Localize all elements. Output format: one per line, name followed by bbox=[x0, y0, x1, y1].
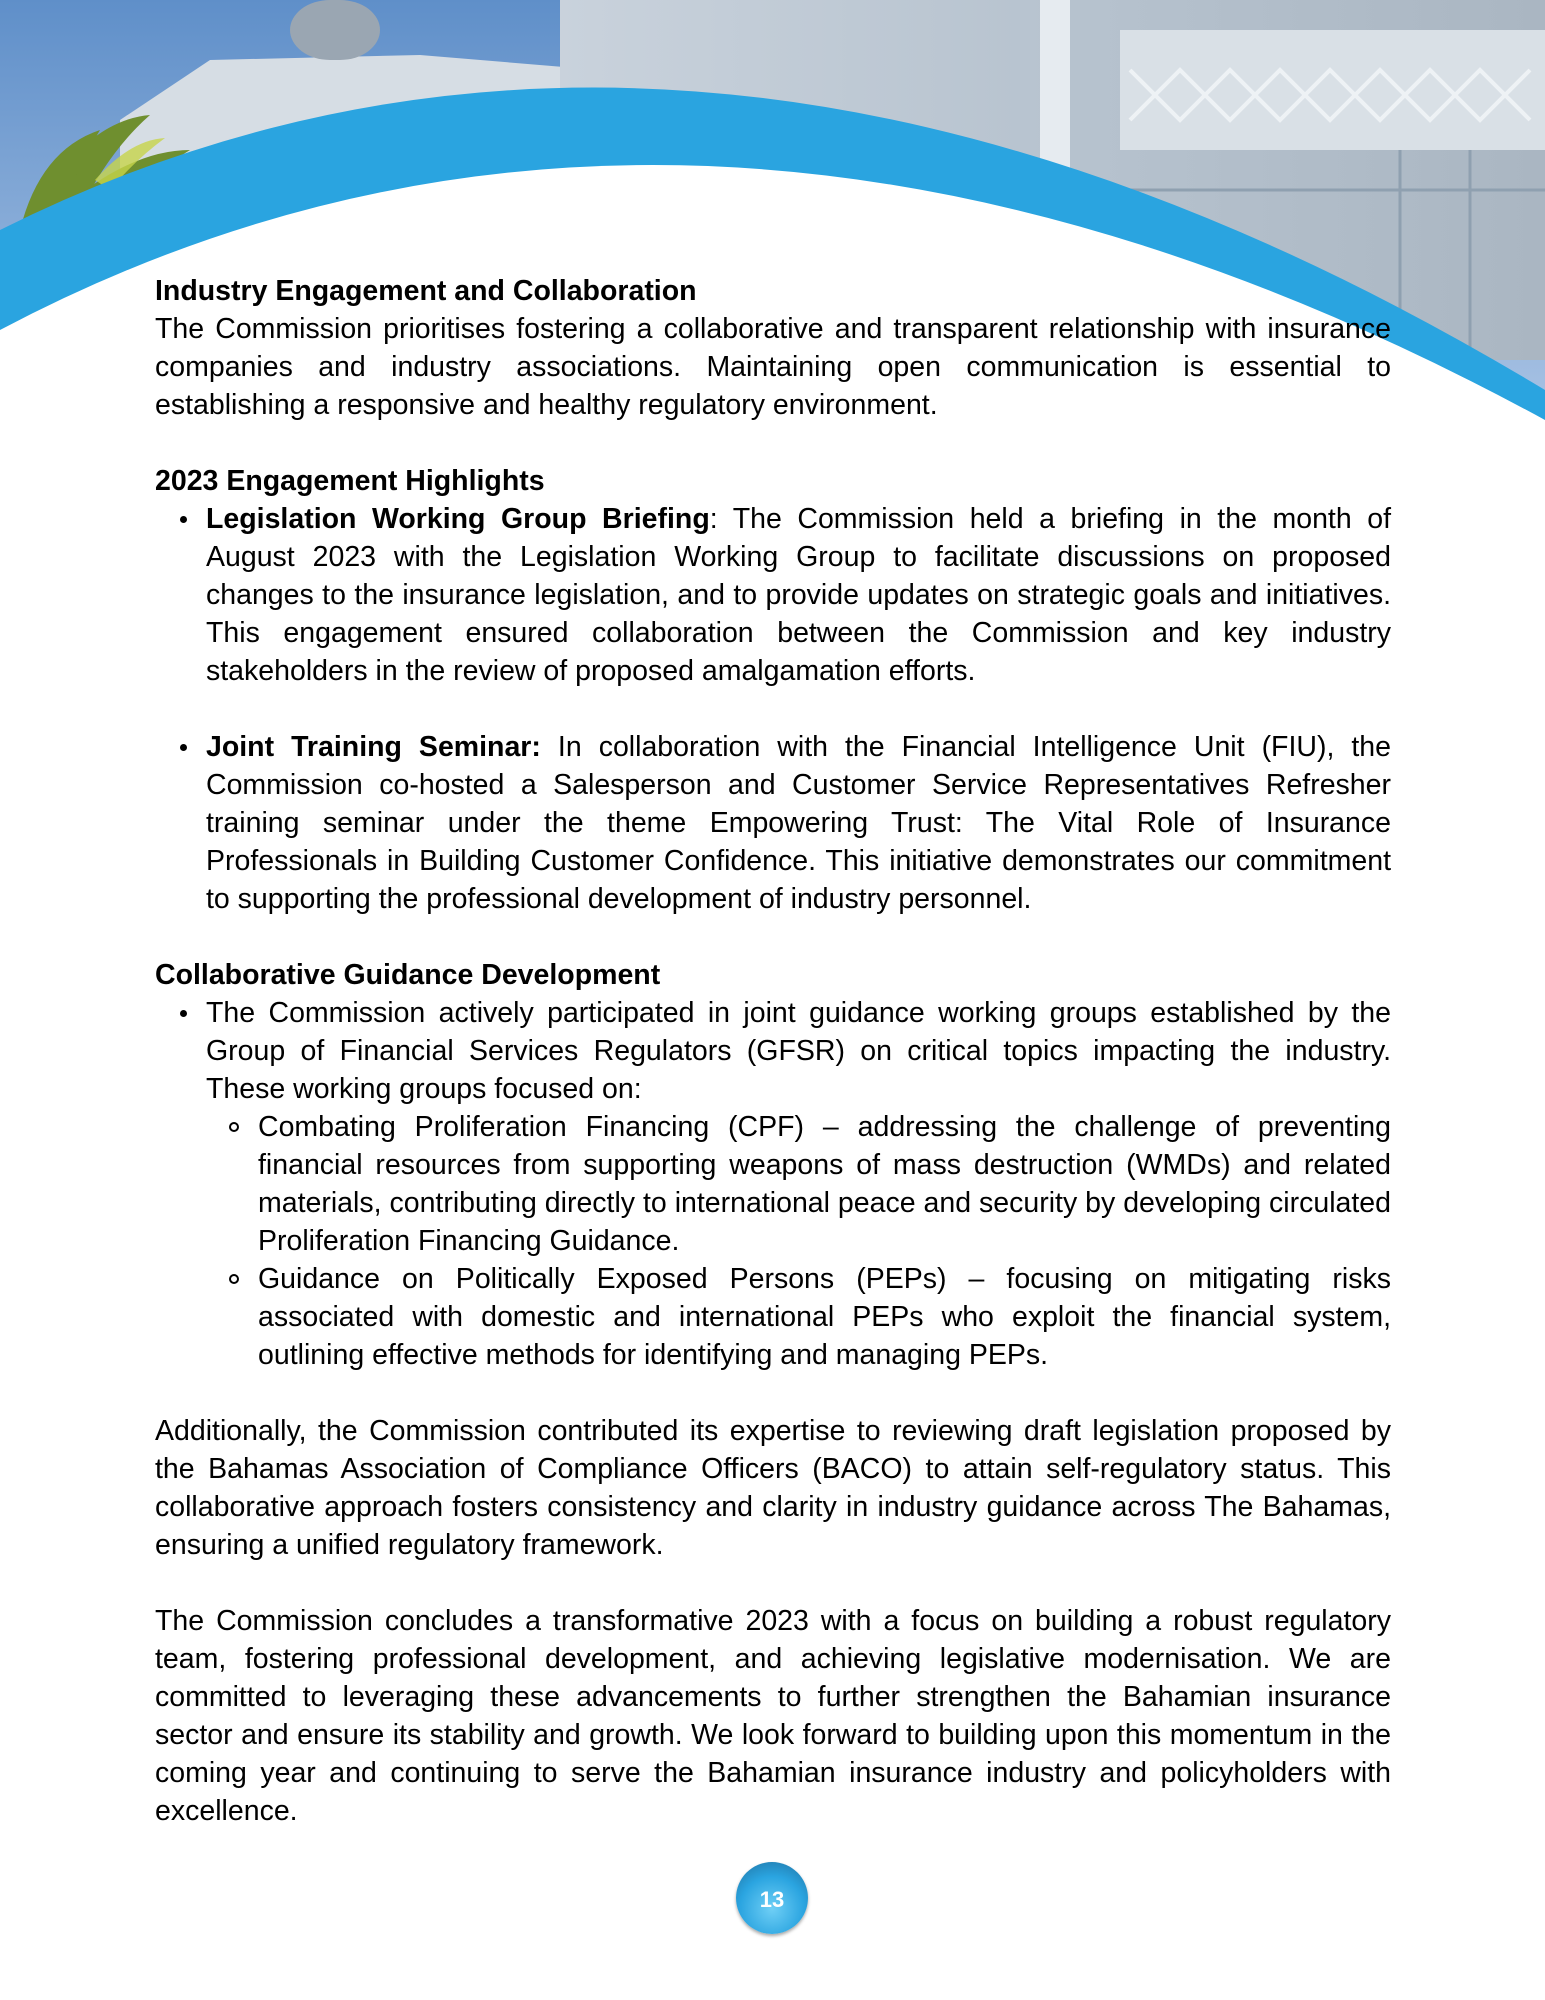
section-heading-industry-engagement: Industry Engagement and Collaboration bbox=[155, 275, 697, 307]
section-heading-guidance-development: Collaborative Guidance Development bbox=[155, 959, 661, 991]
list-item-text: In collaboration with the Financial Intelligence Unit (FIU), the Commission co-hosted a Salesperson and Customer Service Representatives Refresher training seminar under the theme Empowering Trust: The Vital Role of Insurance Professionals in Building Customer Confidence. This initiative demonstrates our commitment to supporting the professional development of industry personnel. bbox=[206, 731, 1392, 915]
list-item-legislation-briefing bbox=[155, 500, 1391, 690]
sublist-item-cpf: Combating Proliferation Financing (CPF) – addressing the challenge of preventing financial resources from supporting weapons of mass destruction (WMDs) and related materials, contributing directly to international peace and security by developing circulated Proliferation Financing Guidance. bbox=[206, 1108, 1391, 1260]
list-item-text: The Commission held a briefing in the month of August 2023 with the Legislation Working Group to facilitate discussions on proposed changes to the insurance legislation, and to provide updates on strategic goals and initiatives. This engagement ensured collaboration between the Commission and key industry stakeholders in the review of proposed amalgamation efforts. bbox=[206, 503, 1392, 687]
paragraph-industry-engagement: The Commission prioritises fostering a collaborative and transparent relationship with insurance companies and industry associations. Maintaining open communication is essential to establishing a responsive and healthy regulatory environment. bbox=[155, 313, 1391, 421]
highlights-list bbox=[155, 500, 1391, 690]
list-item-text: The Commission actively participated in joint guidance working groups established by the Group of Financial Services Regulators (GFSR) on critical topics impacting the industry. These working groups focused on: bbox=[206, 997, 1391, 1105]
guidance-list bbox=[155, 994, 1391, 1374]
list-item-title: Legislation Working Group Briefing bbox=[206, 503, 710, 535]
list-item-separator: : bbox=[709, 503, 718, 535]
page-number-badge: 13 bbox=[736, 1862, 808, 1934]
list-item-joint-training bbox=[155, 728, 1391, 918]
sublist-item-peps: Guidance on Politically Exposed Persons (PEPs) – focusing on mitigating risks associated with domestic and international PEPs who exploit the financial system, outlining effective methods for identifying and managing PEPs. bbox=[206, 1260, 1391, 1374]
highlights-list-continued bbox=[155, 728, 1391, 918]
page-content bbox=[155, 272, 1391, 1830]
list-item-gfsr-working-groups bbox=[155, 994, 1391, 1374]
paragraph-additional-contribution: Additionally, the Commission contributed its expertise to reviewing draft legislation proposed by the Bahamas Association of Compliance Officers (BACO) to attain self-regulatory status. This collaborative approach fosters consistency and clarity in industry guidance across The Bahamas, ensuring a unified regulatory framework. bbox=[155, 1415, 1391, 1561]
list-item-title: Joint Training Seminar: bbox=[206, 731, 541, 763]
paragraph-conclusion: The Commission concludes a transformative 2023 with a focus on building a robust regulatory team, fostering professional development, and achieving legislative modernisation. We are committed to leveraging these advancements to further strengthen the Bahamian insurance sector and ensure its stability and growth. We look forward to building upon this momentum in the coming year and continuing to serve the Bahamian insurance industry and policyholders with excellence. bbox=[155, 1605, 1391, 1827]
guidance-sublist bbox=[206, 1108, 1391, 1374]
section-heading-engagement-highlights: 2023 Engagement Highlights bbox=[155, 465, 545, 497]
